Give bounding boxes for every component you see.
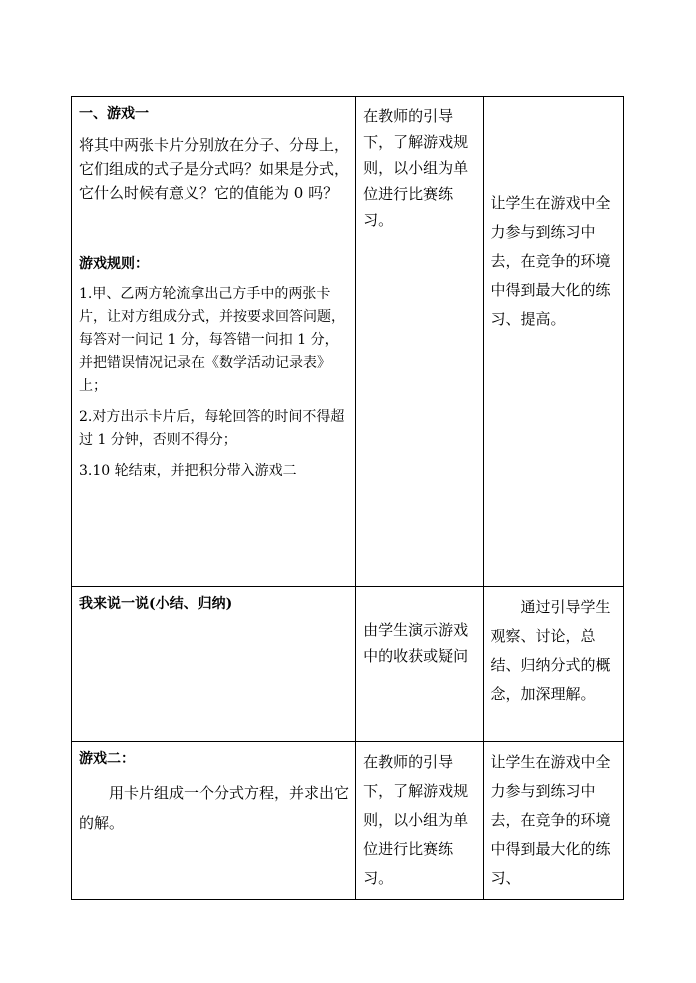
table-row — [72, 742, 624, 900]
table-row — [72, 587, 624, 742]
game-question: 将其中两张卡片分别放在分子、分母上，它们组成的式子是分式吗？如果是分式，它什么时候有意义？它的值能为 0 吗？ — [79, 136, 350, 202]
spacer — [79, 213, 349, 253]
student-activity-cell — [356, 742, 483, 900]
design-intent-cell — [483, 97, 623, 587]
activity-cell — [72, 742, 356, 900]
rule-item: 1.甲、乙两方轮流拿出己方手中的两张卡片，让对方组成分式，并按要求回答问题，每答对一问记 1 分，每答错一问扣 1 分，并把错误情况记录在《数学活动记录表》上； — [79, 286, 345, 394]
rule-item: 3.10 轮结束，并把积分带入游戏二 — [79, 463, 297, 479]
design-intent-text: 让学生在游戏中全力参与到练习中去，在竞争的环境中得到最大化的练习、提高。 — [490, 194, 611, 328]
student-activity-text: 由学生演示游戏中的收获或疑问 — [363, 621, 469, 665]
student-activity-text: 在教师的引导下，了解游戏规则，以小组为单位进行比赛练习。 — [363, 107, 469, 229]
student-activity-cell — [356, 587, 483, 742]
rule-item: 2.对方出示卡片后，每轮回答的时间不得超过 1 分钟，否则不得分； — [79, 409, 345, 448]
lesson-plan-table — [71, 96, 624, 900]
student-activity-cell — [356, 97, 483, 587]
activity-cell — [72, 97, 356, 587]
student-activity-text: 在教师的引导下，了解游戏规则，以小组为单位进行比赛练习。 — [363, 753, 469, 887]
design-intent-cell — [483, 742, 623, 900]
design-intent-text: 让学生在游戏中全力参与到练习中去，在竞争的环境中得到最大化的练习、 — [490, 753, 611, 887]
section-heading: 游戏二： — [79, 751, 135, 767]
rules-heading: 游戏规则： — [79, 256, 149, 272]
design-intent-cell — [483, 587, 623, 742]
section-heading: 我来说一说(小结、归纳) — [79, 596, 233, 612]
design-intent-text: 通过引导学生观察、讨论，总结、归纳分式的概念，加深理解。 — [490, 598, 611, 703]
activity-cell — [72, 587, 356, 742]
table-row — [72, 97, 624, 587]
section-heading: 一、游戏一 — [79, 106, 149, 122]
game-description: 用卡片组成一个分式方程，并求出它的解。 — [79, 784, 350, 832]
